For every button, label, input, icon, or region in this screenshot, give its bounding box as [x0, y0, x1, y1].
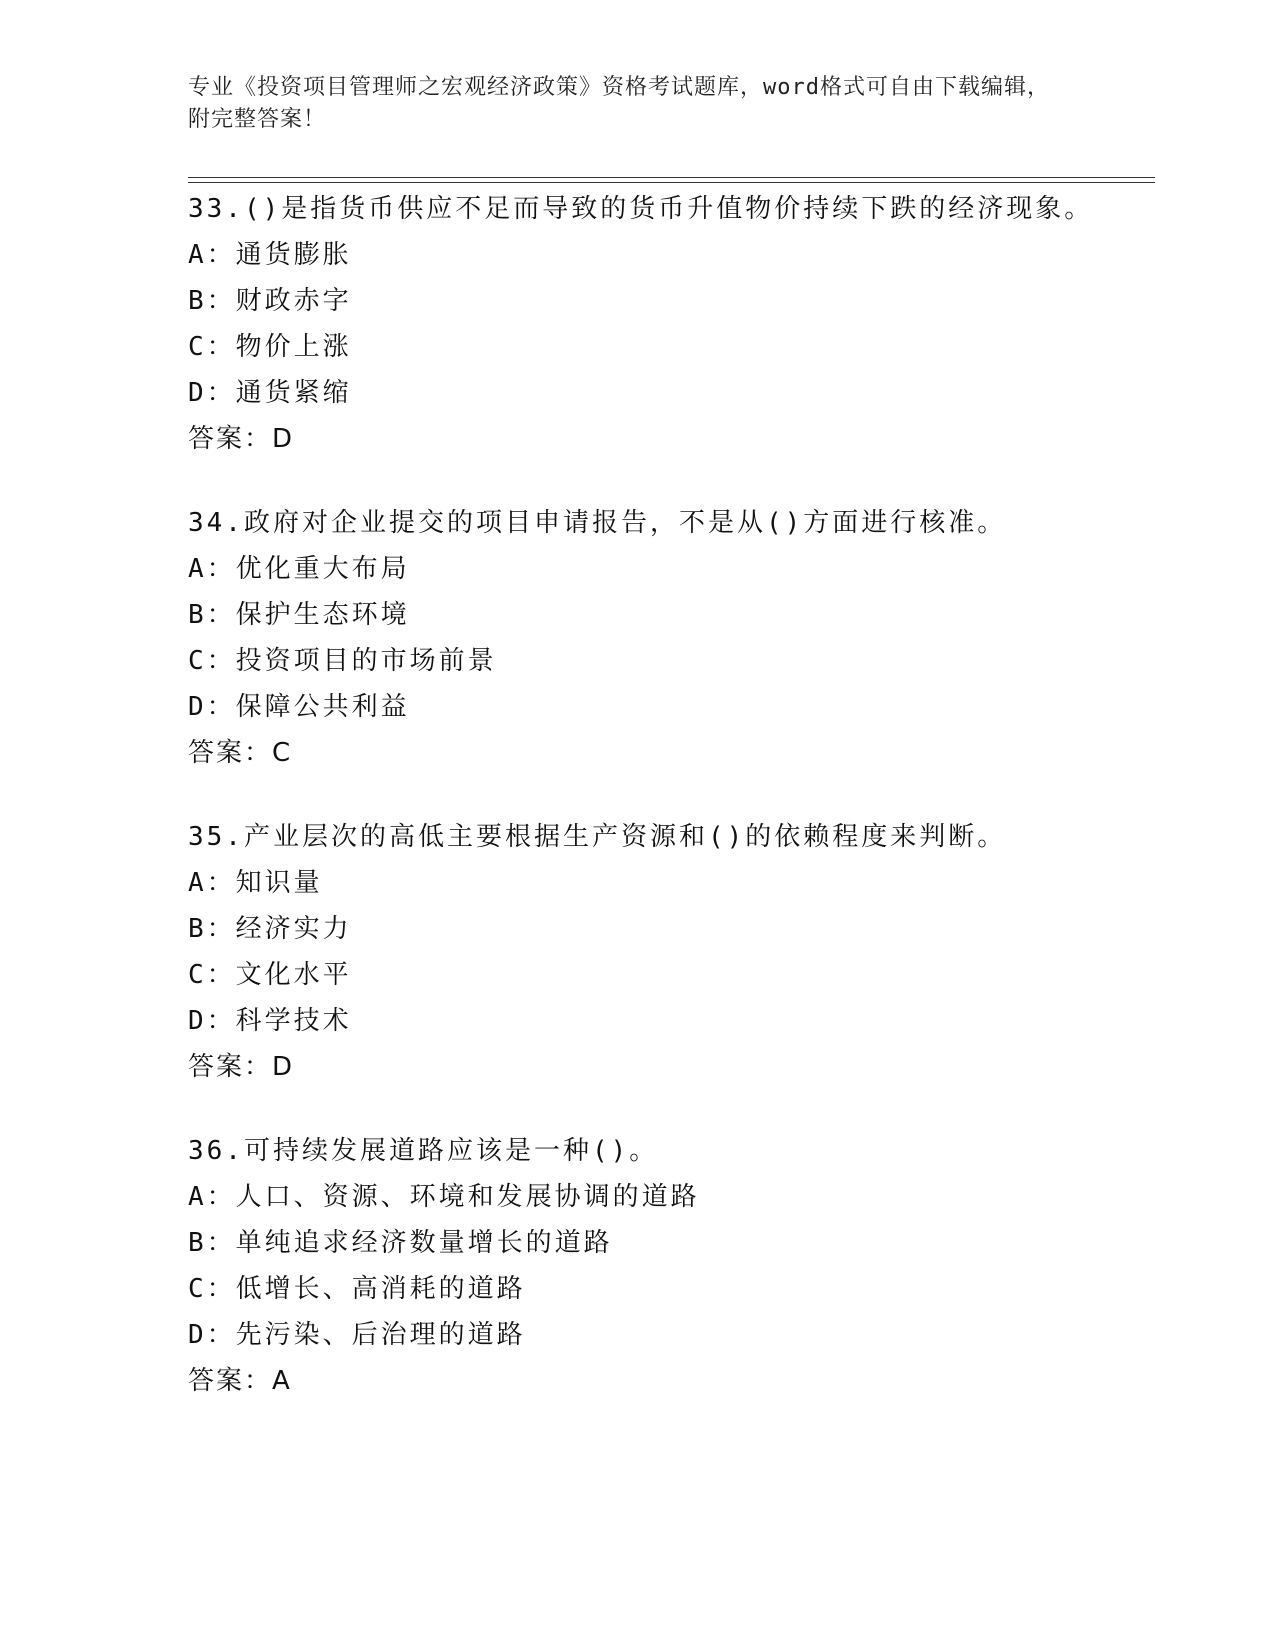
option-c: C：低增长、高消耗的道路	[188, 1274, 526, 1304]
option-b: B：财政赤字	[188, 286, 352, 316]
option-b: B：保护生态环境	[188, 600, 410, 630]
answer: 答案：A	[188, 1366, 292, 1396]
option-c: C：文化水平	[188, 960, 352, 990]
answer: 答案：D	[188, 1052, 295, 1082]
question-stem: 35.产业层次的高低主要根据生产资源和()的依赖程度来判断。	[188, 822, 1007, 852]
question-stem: 34.政府对企业提交的项目申请报告，不是从()方面进行核准。	[188, 508, 1007, 538]
answer: 答案：C	[188, 738, 293, 768]
option-a: A：通货膨胀	[188, 240, 352, 270]
question-34	[188, 500, 1168, 776]
question-stem: 33.()是指货币供应不足而导致的货币升值物价持续下跌的经济现象。	[188, 194, 1094, 224]
answer: 答案：D	[188, 424, 295, 454]
question-36	[188, 1128, 1168, 1404]
option-d: D：先污染、后治理的道路	[188, 1320, 526, 1350]
option-d: D：科学技术	[188, 1006, 352, 1036]
option-b: B：单纯追求经济数量增长的道路	[188, 1228, 613, 1258]
question-35	[188, 814, 1168, 1090]
question-33	[188, 186, 1168, 462]
option-d: D：保障公共利益	[188, 692, 410, 722]
question-stem: 36.可持续发展道路应该是一种()。	[188, 1136, 659, 1166]
option-c: C：物价上涨	[188, 332, 352, 362]
option-a: A：人口、资源、环境和发展协调的道路	[188, 1182, 700, 1212]
option-b: B：经济实力	[188, 914, 352, 944]
option-a: A：优化重大布局	[188, 554, 410, 584]
option-d: D：通货紧缩	[188, 378, 352, 408]
header-divider-top	[188, 177, 1155, 178]
header-divider-bottom	[188, 182, 1155, 183]
document-header: 专业《投资项目管理师之宏观经济政策》资格考试题库，word格式可自由下载编辑，附完整答案！	[188, 75, 1050, 132]
option-c: C：投资项目的市场前景	[188, 646, 497, 676]
option-a: A：知识量	[188, 868, 323, 898]
